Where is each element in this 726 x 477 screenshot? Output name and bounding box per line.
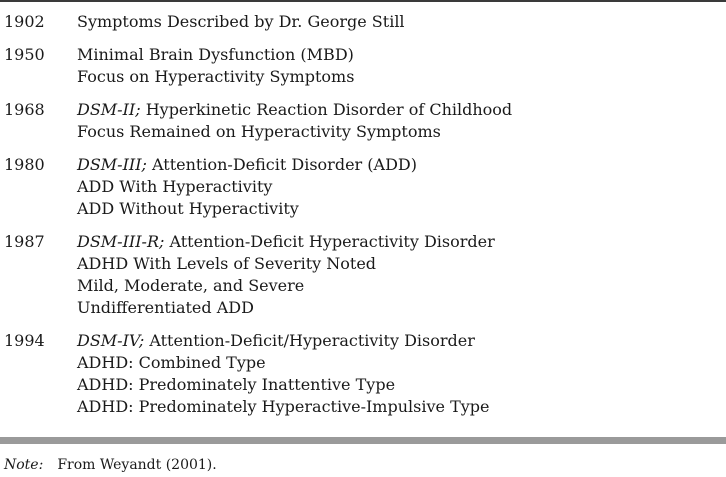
entry-lines: [77, 154, 726, 220]
line-text: ADHD: Predominately Inattentive Type: [77, 375, 396, 394]
line-text: ADHD: Predominately Hyperactive-Impulsive Type: [77, 397, 490, 416]
timeline-entry: [0, 99, 726, 143]
entry-line: [77, 330, 726, 352]
entry-lines: [77, 330, 726, 418]
entry-line: [77, 44, 726, 66]
entry-line: [77, 198, 726, 220]
entry-line: [77, 374, 726, 396]
entry-line: [77, 99, 726, 121]
line-text: Attention-Deficit Disorder (ADD): [146, 155, 417, 174]
entry-year: 1968: [4, 100, 45, 119]
line-text: Minimal Brain Dysfunction (MBD): [77, 45, 354, 64]
timeline-entry: [0, 11, 726, 33]
timeline-table: [0, 11, 726, 429]
line-text: Hyperkinetic Reaction Disorder of Childhood: [140, 100, 513, 119]
timeline-entry: [0, 231, 726, 319]
entry-lines: [77, 231, 726, 319]
entry-line: [77, 297, 726, 319]
note-text: From Weyandt (2001).: [57, 457, 217, 473]
dsm-edition: DSM-III-R;: [77, 232, 165, 251]
line-text: Mild, Moderate, and Severe: [77, 276, 305, 295]
entry-line: [77, 352, 726, 374]
entry-year: 1950: [4, 45, 45, 64]
dsm-edition: DSM-IV;: [77, 331, 145, 350]
entry-line: [77, 154, 726, 176]
timeline-entry: [0, 154, 726, 220]
bottom-rule: [0, 437, 726, 444]
dsm-edition: DSM-III;: [77, 155, 147, 174]
entry-line: [77, 396, 726, 418]
note-label: Note:: [4, 457, 44, 473]
line-text: ADHD: Combined Type: [77, 353, 266, 372]
entry-lines: [77, 11, 726, 33]
entry-year: 1994: [4, 331, 45, 350]
line-text: Focus on Hyperactivity Symptoms: [77, 67, 355, 86]
timeline-entry: [0, 330, 726, 418]
entry-year: 1987: [4, 232, 45, 251]
entry-line: [77, 121, 726, 143]
entry-line: [77, 253, 726, 275]
line-text: Undifferentiated ADD: [77, 298, 254, 317]
line-text: ADHD With Levels of Severity Noted: [77, 254, 377, 273]
entry-line: [77, 231, 726, 253]
entry-line: [77, 11, 726, 33]
entry-line: [77, 66, 726, 88]
entry-lines: [77, 99, 726, 143]
entry-year: 1980: [4, 155, 45, 174]
entry-line: [77, 275, 726, 297]
line-text: Symptoms Described by Dr. George Still: [77, 12, 405, 31]
line-text: ADD Without Hyperactivity: [77, 199, 299, 218]
timeline-entry: [0, 44, 726, 88]
table-note: [4, 456, 217, 474]
entry-line: [77, 176, 726, 198]
line-text: Focus Remained on Hyperactivity Symptoms: [77, 122, 441, 141]
dsm-edition: DSM-II;: [77, 100, 141, 119]
entry-lines: [77, 44, 726, 88]
top-rule: [0, 0, 726, 2]
line-text: Attention-Deficit/Hyperactivity Disorder: [144, 331, 475, 350]
entry-year: 1902: [4, 12, 45, 31]
line-text: Attention-Deficit Hyperactivity Disorder: [164, 232, 495, 251]
line-text: ADD With Hyperactivity: [77, 177, 273, 196]
